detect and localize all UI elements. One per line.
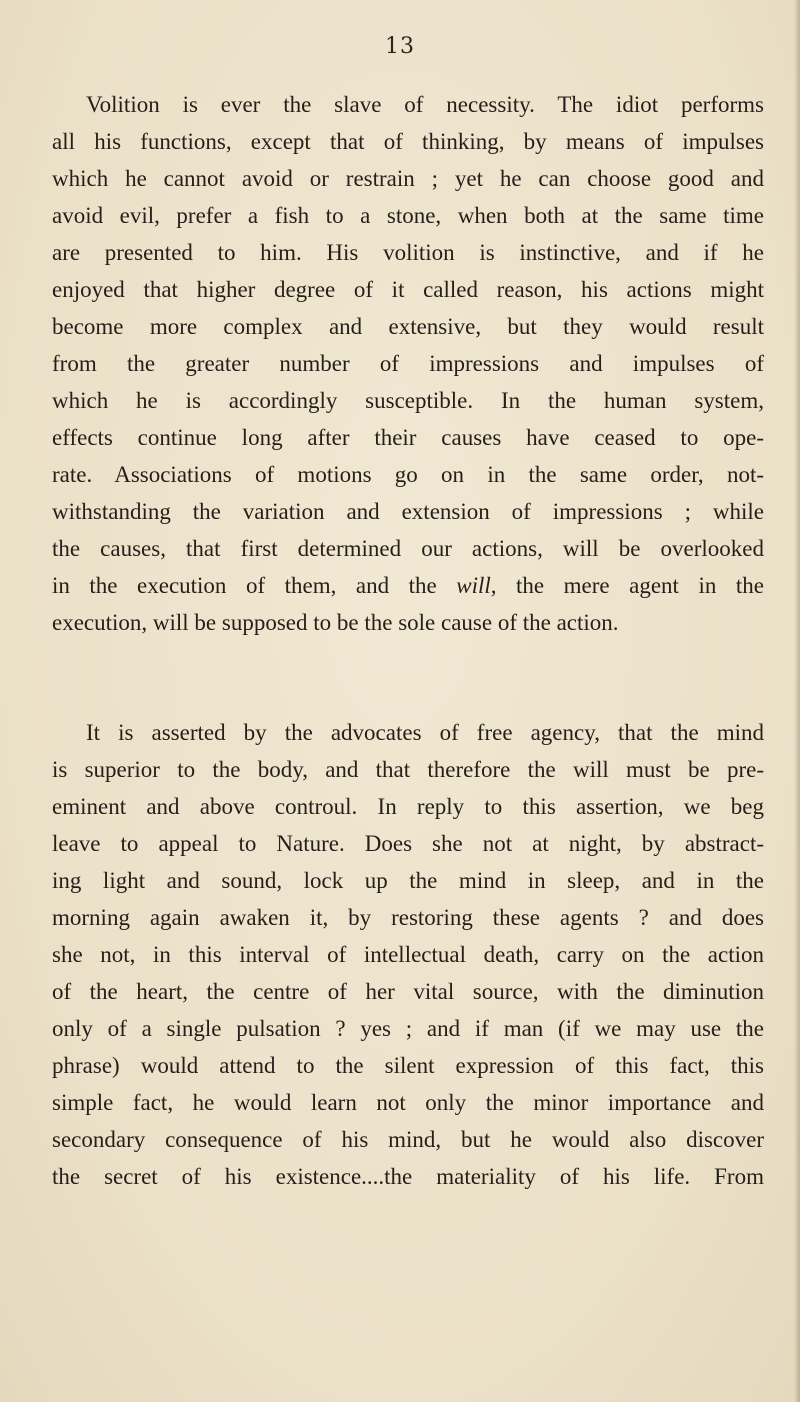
text-line: enjoyed that higher degree of it called reason, his actions might [52,277,764,302]
text-line: all his functions, except that of thinking, by means of impulses [52,129,764,154]
text-line-with-emphasis [52,567,764,604]
text-line: which he cannot avoid or restrain ; yet he can choose good and [52,166,764,191]
text-line: the secret of his existence....the materiality of his life. From [52,1164,764,1189]
page-number: 13 [385,34,415,59]
text-line: Volition is ever the slave of necessity. The idiot performs [86,92,764,117]
text-line: simple fact, he would learn not only the minor importance and [52,1090,764,1115]
text-fragment: in the execution of them, and the [52,573,457,598]
text-line: effects continue long after their causes have ceased to ope- [52,425,764,450]
text-line: the causes, that first determined our actions, will be overlooked [52,536,764,561]
text-line: secondary consequence of his mind, but he would also discover [52,1127,764,1152]
text-line: is superior to the body, and that therefore the will must be pre- [52,757,764,782]
text-line: rate. Associations of motions go on in the same order, not- [52,462,764,487]
text-line: avoid evil, prefer a fish to a stone, when both at the same time [52,203,764,228]
emphasized-word: will [456,573,491,598]
text-line: eminent and above controul. In reply to this assertion, we beg [52,794,764,819]
text-line: become more complex and extensive, but they would result [52,314,764,339]
text-line: ing light and sound, lock up the mind in sleep, and in the [52,868,764,893]
paragraph-volition [52,86,764,641]
text-line: leave to appeal to Nature. Does she not at night, by abstract- [52,831,764,856]
text-line: she not, in this interval of intellectual death, carry on the action [52,942,764,967]
text-line: from the greater number of impressions and impulses of [52,351,764,376]
text-line: only of a single pulsation ? yes ; and if man (if we may use the [52,1016,764,1041]
text-line: It is asserted by the advocates of free agency, that the mind [86,720,764,745]
text-line: which he is accordingly susceptible. In the human system, [52,388,764,413]
paragraph-free-agency [52,714,764,1195]
page-edge-shadow [794,0,800,1402]
text-line: phrase) would attend to the silent expression of this fact, this [52,1053,764,1078]
text-line: withstanding the variation and extension of impressions ; while [52,499,764,524]
text-line: execution, will be supposed to be the sole cause of the action. [52,610,619,635]
text-fragment: , the mere agent in the [490,573,764,598]
text-line: morning again awaken it, by restoring these agents ? and does [52,905,764,930]
text-line: of the heart, the centre of her vital source, with the diminution [52,979,764,1004]
text-line: are presented to him. His volition is instinctive, and if he [52,240,764,265]
